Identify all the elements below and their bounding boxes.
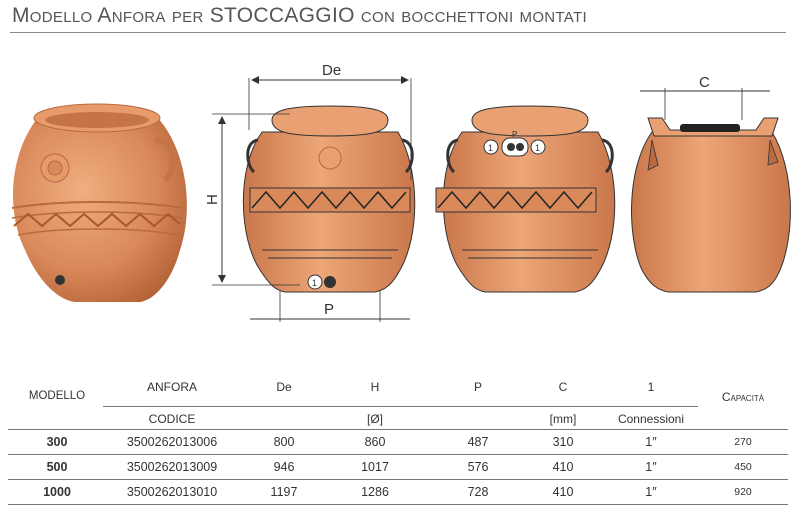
row-1000-p: 728 [467, 485, 489, 499]
row-500-conn: 1″ [645, 460, 657, 474]
header-c: C [558, 380, 568, 394]
connection-marker-right: 1 [535, 143, 541, 153]
row-1000-h: 1286 [361, 485, 389, 499]
row-500-de: 946 [273, 460, 295, 474]
row-divider-0 [8, 429, 788, 430]
row-300-de: 800 [273, 435, 295, 449]
row-300-modello: 300 [46, 435, 68, 449]
row-1000-c: 410 [552, 485, 574, 499]
row-300-c: 310 [552, 435, 574, 449]
row-1000-modello: 1000 [43, 485, 71, 499]
dim-label-c: C [699, 74, 710, 91]
row-1000-conn: 1″ [645, 485, 657, 499]
amphora-back-view [436, 106, 615, 292]
row-divider-1 [8, 454, 788, 455]
header-p: P [473, 380, 482, 394]
header-unit-dia: [Ø] [366, 412, 383, 426]
header-unit-mm: [mm] [549, 412, 577, 426]
header-capacita: Capacità [721, 390, 765, 404]
row-divider-2 [8, 479, 788, 480]
row-500-p: 576 [467, 460, 489, 474]
row-500-h: 1017 [361, 460, 389, 474]
header-modello: MODELLO [28, 390, 86, 402]
row-1000-codice: 3500262013010 [126, 485, 218, 499]
row-300-codice: 3500262013006 [126, 435, 218, 449]
header-de: De [276, 380, 292, 394]
valve-letter: P [512, 130, 518, 139]
row-300-h: 860 [364, 435, 386, 449]
amphora-section-view [632, 88, 791, 292]
row-500-c: 410 [552, 460, 574, 474]
row-1000-de: 1197 [270, 485, 298, 499]
dim-label-p: P [324, 301, 335, 318]
title-divider [10, 32, 786, 33]
header-divider [103, 406, 698, 407]
row-500-modello: 500 [46, 460, 68, 474]
row-1000-capacita: 920 [734, 486, 752, 498]
page-title: Modello Anfora per STOCCAGGIO con bocchettoni montati [12, 4, 587, 27]
connection-marker-front: 1 [312, 278, 318, 288]
connection-marker-left: 1 [488, 143, 494, 153]
header-anfora: ANFORA [146, 380, 197, 394]
dim-label-de: De [322, 62, 342, 79]
header-connessioni: Connessioni [617, 412, 685, 426]
amphora-photo [12, 104, 187, 302]
dim-label-h: H [204, 194, 221, 205]
header-codice: CODICE [148, 412, 196, 426]
row-divider-3 [8, 504, 788, 505]
row-500-codice: 3500262013009 [126, 460, 218, 474]
header-h: H [370, 380, 380, 394]
header-one: 1 [647, 380, 655, 394]
row-300-conn: 1″ [645, 435, 657, 449]
row-500-capacita: 450 [734, 461, 752, 473]
row-300-capacita: 270 [734, 436, 752, 448]
row-300-p: 487 [467, 435, 489, 449]
amphora-illustrations [0, 40, 800, 340]
